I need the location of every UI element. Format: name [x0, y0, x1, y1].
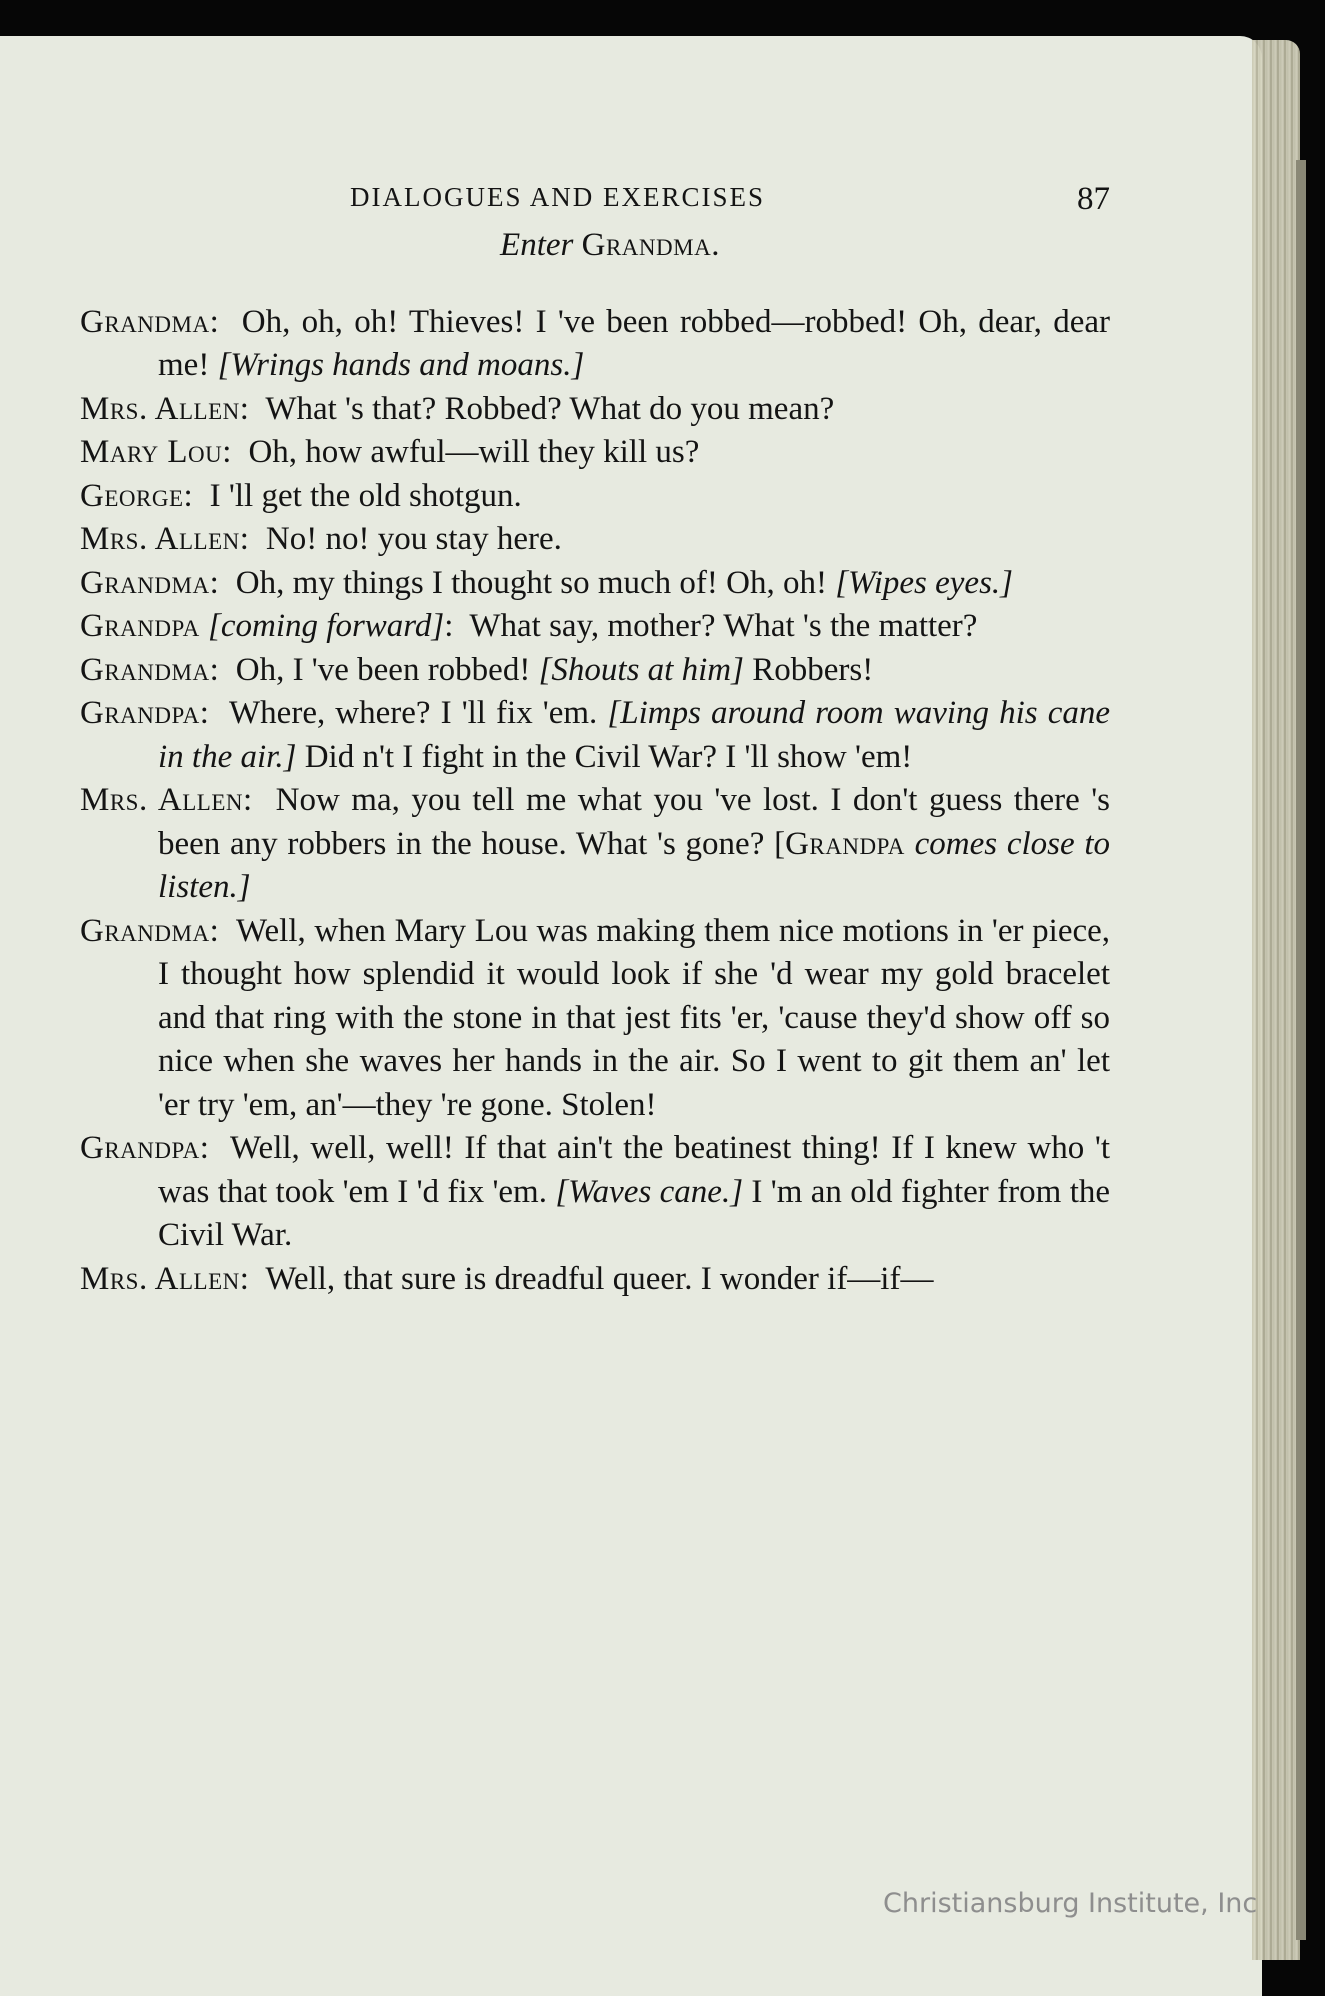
page-header	[80, 150, 1110, 217]
speaker: Mrs. Allen:	[80, 521, 250, 557]
speaker: Mary Lou:	[80, 434, 232, 470]
speech: Oh, I 've been robbed!	[235, 651, 531, 688]
speech: Now ma, you tell me what you 've lost. I don't guess there 's been any robbers in the house. What 's gone?	[158, 782, 1111, 862]
dialogue-line	[80, 910, 1110, 1128]
speech-continued: I 'm an old fighter from the Civil War.	[158, 1173, 1111, 1253]
speaker: Grandpa:	[80, 1130, 210, 1166]
speech: Oh, oh, oh! Thieves! I 've been robbed—robbed! Oh, dear, dear me!	[158, 303, 1110, 383]
page-edges	[1252, 40, 1300, 1960]
speaker: Grandma:	[80, 912, 220, 949]
speaker: George:	[80, 477, 194, 514]
speaker: Grandma:	[80, 651, 220, 688]
direction-open: [	[774, 825, 786, 862]
speaker: Mrs. Allen:	[80, 782, 253, 818]
stage-direction: [Shouts at him]	[538, 651, 744, 688]
speaker: Mrs. Allen:	[80, 390, 250, 427]
stage-direction: [Wrings hands and moans.]	[217, 347, 585, 383]
speaker: Mrs. Allen:	[80, 1260, 250, 1297]
speaker: Grandma:	[80, 564, 220, 601]
speaker: Grandma:	[80, 303, 220, 340]
stage-direction: [Wipes eyes.]	[835, 564, 1013, 601]
speech: Oh, how awful—will they kill us?	[248, 434, 700, 470]
dialogue-line	[80, 475, 1110, 519]
stage-direction: [Limps around room waving his cane in the air.]	[158, 695, 1110, 775]
running-title: DIALOGUES AND EXERCISES	[350, 182, 766, 212]
page-text	[80, 150, 1110, 1301]
dialogue-line	[80, 431, 1110, 475]
speech: Oh, my things I thought so much of! Oh, oh!	[235, 564, 827, 601]
speaker: Grandpa:	[80, 695, 210, 731]
speaker-direction: [coming forward]	[208, 608, 445, 644]
dialogue-line	[80, 562, 1110, 606]
stage-direction: [Waves cane.]	[555, 1173, 744, 1210]
dialogue-line	[80, 649, 1110, 693]
speech: Well, well, well! If that ain't the beatinest thing! If I knew who 't was that took 'em I 'd fix 'em.	[158, 1130, 1110, 1210]
stage-entry	[80, 224, 1110, 268]
speech: I 'll get the old shotgun.	[209, 477, 522, 514]
speech: What say, mother? What 's the matter?	[469, 608, 978, 644]
dialogue-line	[80, 301, 1110, 388]
speech: Well, when Mary Lou was making them nice motions in 'er piece, I thought how splendid it would look if she 'd wear my gold bracelet and that ring with the stone in that jest fits 'er, 'cause they'd show off so nice when she waves her hands in the air. So I went to git them an' let 'er try 'em, an'—they 're gone. Stolen!	[158, 912, 1111, 1123]
dialogue-line	[80, 692, 1110, 779]
speech: Where, where? I 'll fix 'em.	[229, 695, 598, 731]
dialogue-line	[80, 605, 1110, 649]
page-number: 87	[1077, 181, 1110, 217]
speech: Well, that sure is dreadful queer. I wonder if—if—	[265, 1260, 934, 1297]
dialogue-line	[80, 779, 1110, 910]
speech-continued: Robbers!	[752, 651, 874, 688]
dialogue-line	[80, 1258, 1110, 1302]
speaker: Grandpa	[80, 608, 200, 644]
direction-character: Grandpa	[785, 825, 905, 862]
stage-direction: comes close to listen.]	[158, 825, 1111, 905]
speech: No! no! you stay here.	[265, 521, 562, 557]
dialogue-line	[80, 1127, 1110, 1258]
stage-entry-verb: Enter	[500, 227, 574, 263]
stage-entry-character: Grandma.	[581, 227, 720, 263]
speaker-colon: :	[444, 608, 454, 644]
dialogue-line	[80, 518, 1110, 562]
book-spine-edge	[1296, 160, 1306, 1940]
speech-continued: Did n't I fight in the Civil War? I 'll show 'em!	[304, 738, 913, 775]
speech: What 's that? Robbed? What do you mean?	[265, 390, 835, 427]
watermark: Christiansburg Institute, Inc	[883, 1888, 1258, 1919]
dialogue-line	[80, 388, 1110, 432]
